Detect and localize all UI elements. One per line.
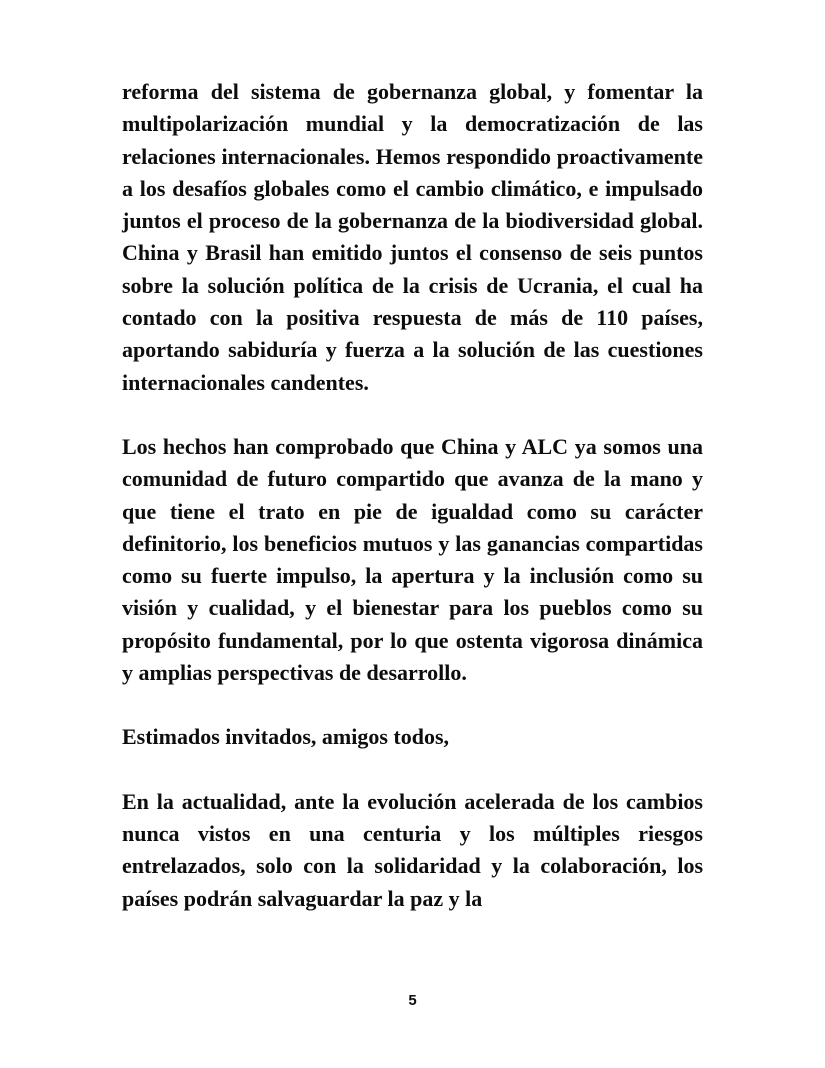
- paragraph-china-alc-community: Los hechos han comprobado que China y ALC ya somos una comunidad de futuro compartido que avanza de la mano y que tiene el trato en pie de igualdad como su carácter definitorio, los beneficios mutuos y las ganancias compartidas como su fuerte impulso, la apertura y la inclusión como su visión y cualidad, y el bienestar para los pueblos como su propósito fundamental, por lo que ostenta vigorosa dinámica y amplias perspectivas de desarrollo.: [122, 433, 703, 686]
- paragraph-current-situation: En la actualidad, ante la evolución acelerada de los cambios nunca vistos en una centuria y los múltiples riesgos entrelazados, solo con la solidaridad y la colaboración, los países podrán salvaguardar la paz y la: [122, 788, 703, 911]
- text-block: [122, 76, 703, 915]
- paragraph-salutation: Estimados invitados, amigos todos,: [122, 724, 450, 750]
- page-footer: [0, 992, 825, 1010]
- paragraph-governance-reform: reforma del sistema de gobernanza global, y fomentar la multipolarización mundial y la democratización de las relaciones internacionales. Hemos respondido proactivamente a los desafíos globales como el cambio climático, e impulsado juntos el proceso de la gobernanza de la biodiversidad global. China y Brasil han emitido juntos el consenso de seis puntos sobre la solución política de la crisis de Ucrania, el cual ha contado con la positiva respuesta de más de 110 países, aportando sabiduría y fuerza a la solución de las cuestiones internacionales candentes.: [122, 79, 703, 395]
- page-number: 5: [408, 992, 417, 1009]
